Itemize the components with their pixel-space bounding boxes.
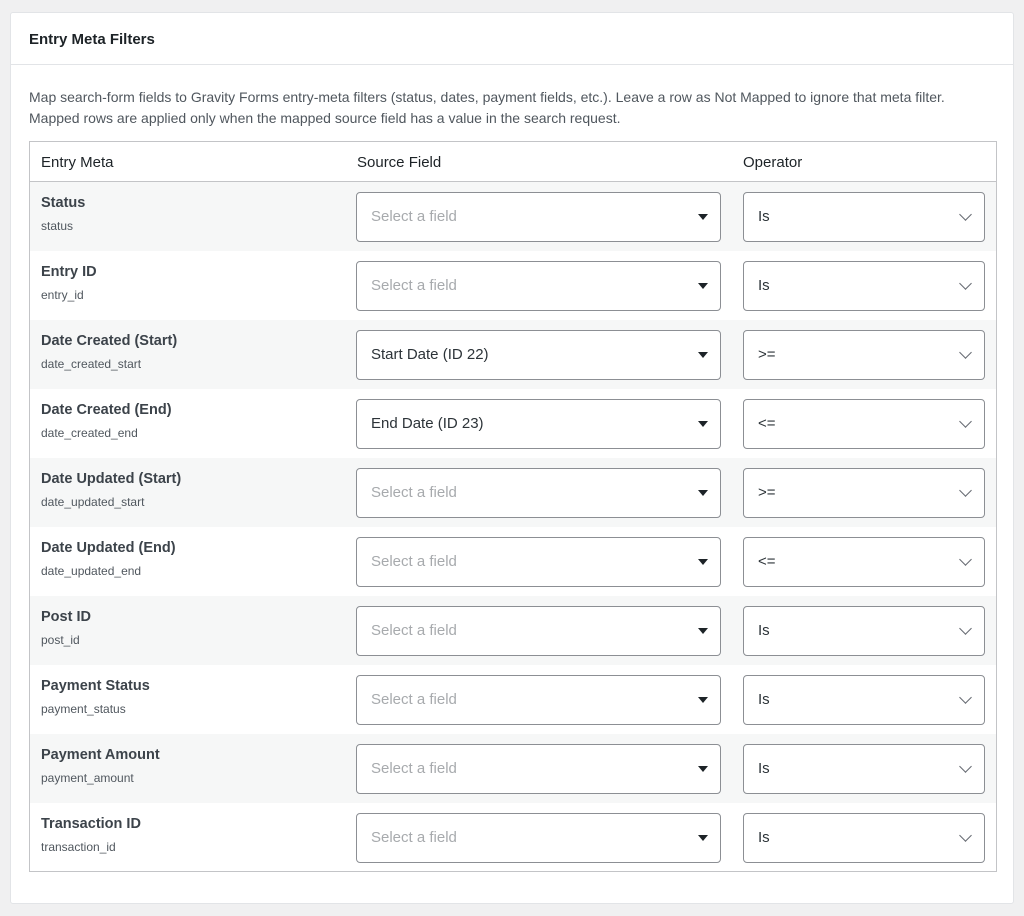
table-row xyxy=(30,665,996,734)
header-source-field: Source Field xyxy=(357,154,442,171)
caret-down-icon xyxy=(698,766,708,772)
operator-select[interactable] xyxy=(743,399,985,449)
table-row xyxy=(30,389,996,458)
table-row xyxy=(30,458,996,527)
operator-value: <= xyxy=(758,415,776,432)
entry-meta-key: date_created_start xyxy=(41,357,142,371)
caret-down-icon xyxy=(698,697,708,703)
entry-meta-key: date_updated_end xyxy=(41,564,142,578)
entry-meta-label: Entry ID xyxy=(41,264,97,280)
entry-meta-key: payment_status xyxy=(41,702,126,716)
source-field-select[interactable] xyxy=(356,744,721,794)
operator-value: >= xyxy=(758,484,776,501)
panel-header xyxy=(11,13,1013,65)
source-field-select[interactable] xyxy=(356,399,721,449)
source-field-placeholder: Select a field xyxy=(371,622,457,639)
entry-meta-label: Date Updated (Start) xyxy=(41,471,182,487)
table-row xyxy=(30,734,996,803)
source-field-placeholder: Select a field xyxy=(371,553,457,570)
caret-down-icon xyxy=(698,283,708,289)
chevron-down-icon xyxy=(959,346,972,359)
table-header xyxy=(30,142,996,182)
source-field-select[interactable] xyxy=(356,675,721,725)
source-field-select[interactable] xyxy=(356,192,721,242)
caret-down-icon xyxy=(698,352,708,358)
source-field-placeholder: Select a field xyxy=(371,691,457,708)
table-row xyxy=(30,527,996,596)
entry-meta-key: status xyxy=(41,219,74,233)
caret-down-icon xyxy=(698,214,708,220)
chevron-down-icon xyxy=(959,691,972,704)
entry-meta-key: payment_amount xyxy=(41,771,134,785)
chevron-down-icon xyxy=(959,277,972,290)
operator-value: >= xyxy=(758,346,776,363)
source-field-placeholder: Select a field xyxy=(371,208,457,225)
operator-select[interactable] xyxy=(743,261,985,311)
entry-meta-label: Transaction ID xyxy=(41,816,141,832)
source-field-select[interactable] xyxy=(356,261,721,311)
caret-down-icon xyxy=(698,628,708,634)
operator-select[interactable] xyxy=(743,744,985,794)
chevron-down-icon xyxy=(959,208,972,221)
entry-meta-key: date_created_end xyxy=(41,426,138,440)
table-row xyxy=(30,803,996,872)
source-field-value: Start Date (ID 22) xyxy=(371,346,489,363)
chevron-down-icon xyxy=(959,622,972,635)
operator-value: Is xyxy=(758,691,770,708)
entry-meta-table xyxy=(29,141,997,872)
operator-select[interactable] xyxy=(743,606,985,656)
chevron-down-icon xyxy=(959,829,972,842)
table-row xyxy=(30,320,996,389)
operator-select[interactable] xyxy=(743,813,985,863)
source-field-select[interactable] xyxy=(356,606,721,656)
operator-value: Is xyxy=(758,208,770,225)
source-field-placeholder: Select a field xyxy=(371,760,457,777)
entry-meta-key: transaction_id xyxy=(41,840,116,854)
source-field-select[interactable] xyxy=(356,537,721,587)
entry-meta-label: Date Created (End) xyxy=(41,402,172,418)
header-entry-meta: Entry Meta xyxy=(41,154,114,171)
chevron-down-icon xyxy=(959,760,972,773)
operator-value: Is xyxy=(758,277,770,294)
panel-description: Map search-form fields to Gravity Forms entry-meta filters (status, dates, payment fields, etc.). Leave a row as Not Mapped to ignore that meta filter. Mapped rows are applied only when the mapped source field has a value in the search request. xyxy=(29,89,945,126)
source-field-select[interactable] xyxy=(356,330,721,380)
entry-meta-key: date_updated_start xyxy=(41,495,145,509)
source-field-select[interactable] xyxy=(356,813,721,863)
caret-down-icon xyxy=(698,835,708,841)
source-field-placeholder: Select a field xyxy=(371,829,457,846)
operator-value: Is xyxy=(758,622,770,639)
header-operator: Operator xyxy=(743,154,803,171)
table-body xyxy=(30,182,996,872)
table-row xyxy=(30,251,996,320)
entry-meta-label: Date Created (Start) xyxy=(41,333,178,349)
entry-meta-filters-panel xyxy=(10,12,1014,904)
source-field-placeholder: Select a field xyxy=(371,277,457,294)
source-field-value: End Date (ID 23) xyxy=(371,415,484,432)
operator-value: Is xyxy=(758,829,770,846)
entry-meta-key: entry_id xyxy=(41,288,84,302)
entry-meta-label: Payment Amount xyxy=(41,747,160,763)
entry-meta-key: post_id xyxy=(41,633,80,647)
source-field-placeholder: Select a field xyxy=(371,484,457,501)
chevron-down-icon xyxy=(959,484,972,497)
caret-down-icon xyxy=(698,559,708,565)
chevron-down-icon xyxy=(959,415,972,428)
caret-down-icon xyxy=(698,490,708,496)
operator-select[interactable] xyxy=(743,330,985,380)
operator-select[interactable] xyxy=(743,468,985,518)
operator-select[interactable] xyxy=(743,537,985,587)
entry-meta-label: Post ID xyxy=(41,609,91,625)
operator-value: Is xyxy=(758,760,770,777)
chevron-down-icon xyxy=(959,553,972,566)
table-row xyxy=(30,596,996,665)
operator-select[interactable] xyxy=(743,192,985,242)
panel-title: Entry Meta Filters xyxy=(29,31,155,48)
entry-meta-label: Date Updated (End) xyxy=(41,540,176,556)
operator-value: <= xyxy=(758,553,776,570)
entry-meta-label: Status xyxy=(41,195,86,211)
table-row xyxy=(30,182,996,251)
source-field-select[interactable] xyxy=(356,468,721,518)
caret-down-icon xyxy=(698,421,708,427)
operator-select[interactable] xyxy=(743,675,985,725)
entry-meta-label: Payment Status xyxy=(41,678,150,694)
